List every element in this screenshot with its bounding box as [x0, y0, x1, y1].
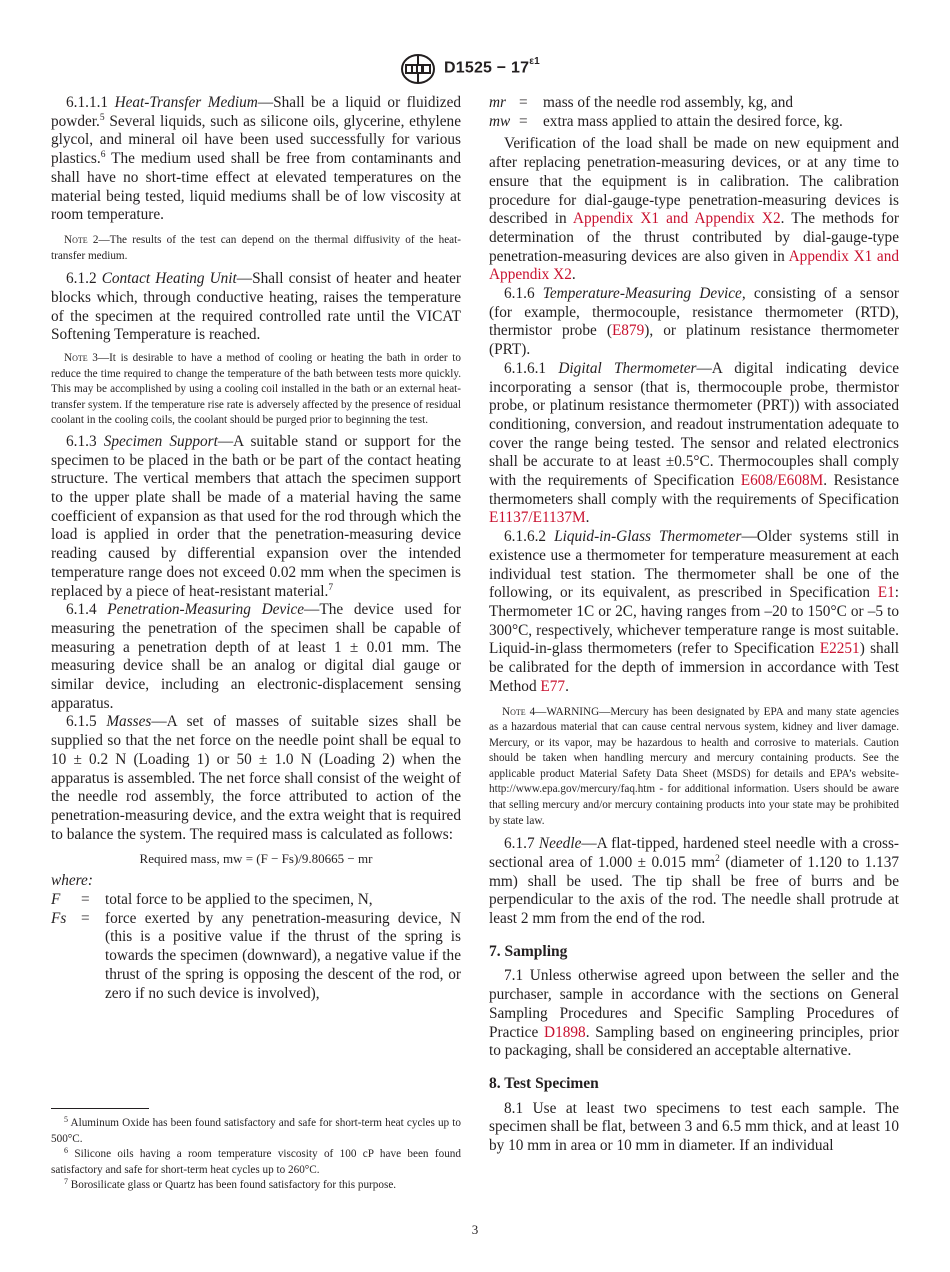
paragraph-8-1: 8.1 Use at least two specimens to test each sample. The specimen shall be flat, between 3 and 6.5 mm thick, and at least 10 by 10 mm in area or 10 mm in diameter. If an individual: [489, 1099, 899, 1155]
section-heading-8: 8. Test Specimen: [489, 1074, 599, 1092]
note-4: Note 4—WARNING—Mercury has been designated by EPA and many state agencies as a hazardous material that can cause central nervous system, kidney and liver damage. Mercury, or its vapor, may be hazardous to health and corrosive to materials. Caution should be taken when handling mercury and mercury containing products. See the applicable product Material Safety Data Sheet (MSDS) for details and EPA’s website- http://www.epa.gov/mercury/faq.htm - for additional information. Users should be aware that selling mercury and/or mercury containing products into your state may be prohibited by state law.: [489, 705, 899, 827]
link-e608[interactable]: E608/E608M: [740, 472, 824, 490]
definition-row: mr = mass of the needle rod assembly, kg, and: [489, 94, 899, 113]
edition-symbol: ε1: [529, 56, 540, 67]
paragraph-6-1-6-1: 6.1.6.1 Digital Thermometer—A digital indicating device incorporating a sensor (that is, thermocouple probe, thermistor probe, or platinum resistance thermometer (PRT)) with associated conditioning, conversion, and readout instrumentation adequate to cover the range being tested. The sensor and related electronics shall be accurate to at least ±0.5°C. Thermocouples shall comply with the requirements of Specification E608/E608M. Resistance thermometers shall comply with the requirements of Specification E1137/E1137M.: [489, 359, 899, 527]
symbol-Fs: Fs: [51, 909, 67, 927]
paragraph-6-1-6-2: 6.1.6.2 Liquid-in-Glass Thermometer—Older systems still in existence use a thermometer for temperature measurement at each individual test station. The thermometer shall be one of the following, or its equivalent, as prescribed in Specification E1: Thermometer 1C or 2C, having ranges from –20 to 150°C or –5 to 300°C, respectively, whichever temperature range is most suitable. Liquid-in-glass thermometers (refer to Specification E2251) shall be calibrated for the depth of immersion in accordance with Test Method E77.: [489, 528, 900, 695]
page-number: 3: [471, 1222, 479, 1237]
link-d1898[interactable]: D1898: [544, 1023, 586, 1041]
required-mass-equation: Required mass, mw = (F − Fs)/9.80665 − mr: [139, 851, 373, 867]
symbol-mw: mw: [489, 112, 511, 130]
paragraph-6-1-5: 6.1.5 Masses—A set of masses of suitable sizes shall be supplied so that the net force on the needle point shall be equal to 10 ± 0.2 N (Loading 1) or 50 ± 1.0 N (Loading 2) when the apparatus is assembled. The net force shall consist of the weight of the needle rod assembly, the force attributed to action of the penetration-measuring device, and the extra weight that is required to balance the system. The required mass is calculated as follows:: [51, 713, 461, 843]
variable-definitions: [51, 891, 461, 1003]
paragraph-6-1-3: 6.1.3 Specimen Support—A suitable stand or support for the specimen to be placed in the bath or be part of the contact heating structure. The vertical members that attach the specimen support to the upper plate shall be made of a material having the same coefficient of expansion as that used for the rod through which the load is applied in order that the penetration-measuring device reading caused by differential expansion over the intended temperature range does not exceed 0.02 mm when the specimen is replaced by a piece of heat-resistant material.$^7$: [51, 432, 461, 600]
paragraph-6-1-1-1: 6.1.1.1 Heat-Transfer Medium—Shall be a liquid or fluidized powder.$^5$ Several liquids, such as silicone oils, glycerine, ethylene glycol, and mineral oil have been used successfully for various plastics.$^6$ The medium used shall be free from contaminants and shall have no short-time effect at elevated temperatures on the material being tested, liquid mediums shall be of low viscosity at room temperature.: [51, 94, 462, 224]
page-header: [0, 54, 950, 84]
definition-row: Fs = force exerted by any penetration-measuring device, N (this is a positive value if the thrust of the spring is towards the specimen (downward), a negative value if the thrust of the spring is opposing the descent of the rod, or zero if no such device is involved),: [51, 909, 461, 1002]
paragraph-6-1-6: 6.1.6 Temperature-Measuring Device, consisting of a sensor (for example, thermocouple, resistance thermometer (RTD), thermistor probe (E879), or platinum resistance thermometer (PRT).: [489, 285, 899, 359]
definition-mr: mass of the needle rod assembly, kg, and: [543, 94, 794, 111]
link-e2251[interactable]: E2251: [819, 640, 860, 658]
paragraph-6-1-4: 6.1.4 Penetration-Measuring Device—The device used for measuring the penetration of the specimen shall be capable of measuring a penetration depth of at least 1 ± 0.01 mm. The measuring device shall be an analog or digital dial gauge or similar device, including an electronic-displacement sensing apparatus.: [51, 601, 462, 712]
footnotes: [51, 1116, 461, 1194]
symbol-F: F: [51, 891, 61, 909]
astm-logo-icon: [399, 54, 437, 84]
definition-mw: extra mass applied to attain the desired force, kg.: [543, 112, 843, 130]
where-label: where:: [51, 872, 93, 890]
definition-row: mw = extra mass applied to attain the desired force, kg.: [489, 113, 899, 132]
link-e1[interactable]: E1: [877, 584, 895, 602]
footnote-6: $^6$ Silicone oils having a room temperature viscosity of 100 cP have been found satisfactory and safe for short-term heat cycles up to 260°C.: [51, 1146, 461, 1176]
right-column: [489, 94, 899, 1156]
footnote-rule: [51, 1108, 149, 1109]
paragraph-7-1: 7.1 Unless otherwise agreed upon between the seller and the purchaser, sample in accordance with the sections on General Sampling Procedures and Specific Sampling Procedures of Practice D1898. Sampling based on engineering principles, prior to packaging, shall be considered an acceptable alternative.: [489, 967, 899, 1060]
section-heading-7: 7. Sampling: [489, 942, 568, 960]
note-2: Note 2—The results of the test can depend on the thermal diffusivity of the heat-transfer medium.: [51, 233, 461, 262]
definition-Fs: force exerted by any penetration-measuring device, N (this is a positive value if the thrust of the spring is towards the specimen (downward), a negative value if the thrust of the spring is opposing the descent of the rod, or zero if no such device is involved),: [105, 909, 461, 1002]
variable-definitions-continued: [489, 94, 899, 131]
link-appendix-x1-x2[interactable]: Appendix X1 and Appendix X2: [572, 210, 781, 228]
paragraph-6-1-2: 6.1.2 Contact Heating Unit—Shall consist of heater and heater blocks which, through conductive heating, raises the temperature of the specimen at the required controlled rate until the VICAT Softening Temperature is reached.: [51, 270, 461, 344]
footnote-7: $^7$ Borosilicate glass or Quartz has been found satisfactory for this purpose.: [64, 1177, 397, 1192]
definition-row: F = total force to be applied to the specimen, N,: [51, 891, 461, 910]
link-appendix-x1-x2[interactable]: Appendix X1 and Appendix X2: [489, 247, 899, 284]
paragraph-6-1-7: 6.1.7 Needle—A flat-tipped, hardened steel needle with a cross-sectional area of 1.000 ± 0.015 mm$^2$ (diameter of 1.120 to 1.137 mm) shall be used. The tip shall be free of burrs and be perpendicular to the axis of the rod. The needle shall protrude at least 2 mm from the end of the rod.: [489, 835, 899, 928]
document-designation: $D1525 - 17^{\varepsilon 1}$: [444, 56, 540, 77]
definition-F: total force to be applied to the specimen, N,: [105, 891, 373, 909]
left-column: [51, 94, 461, 1003]
link-e77[interactable]: E77: [540, 677, 566, 695]
link-e1137[interactable]: E1137/E1137M: [489, 509, 586, 527]
symbol-mr: mr: [489, 94, 506, 111]
link-e879[interactable]: E879: [611, 322, 645, 340]
footnote-5: $^5$ Aluminum Oxide has been found satisfactory and safe for short-term heat cycles up to 500°C.: [51, 1115, 461, 1145]
paragraph-verification: Verification of the load shall be made on new equipment and after replacing penetration-measuring devices, or at any time to ensure that the equipment is in calibration. The calibration procedure for dial-gauge-type penetration-measuring devices is described in Appendix X1 and Appendix X2. The methods for determination of the thrust contributed by dial-gauge-type penetration-measuring devices are also given in Appendix X1 and Appendix X2.: [489, 135, 899, 284]
note-3: Note 3—It is desirable to have a method of cooling or heating the bath in order to reduce the time required to change the temperature of the bath between tests more quickly. This may be accomplished by using a cooling coil installed in the bath or an external heat-transfer system. If the temperature rise rate is adversely affected by the presence of residual coolant in the cooling coils, the coolant should be purged prior to beginning the test.: [51, 351, 461, 427]
